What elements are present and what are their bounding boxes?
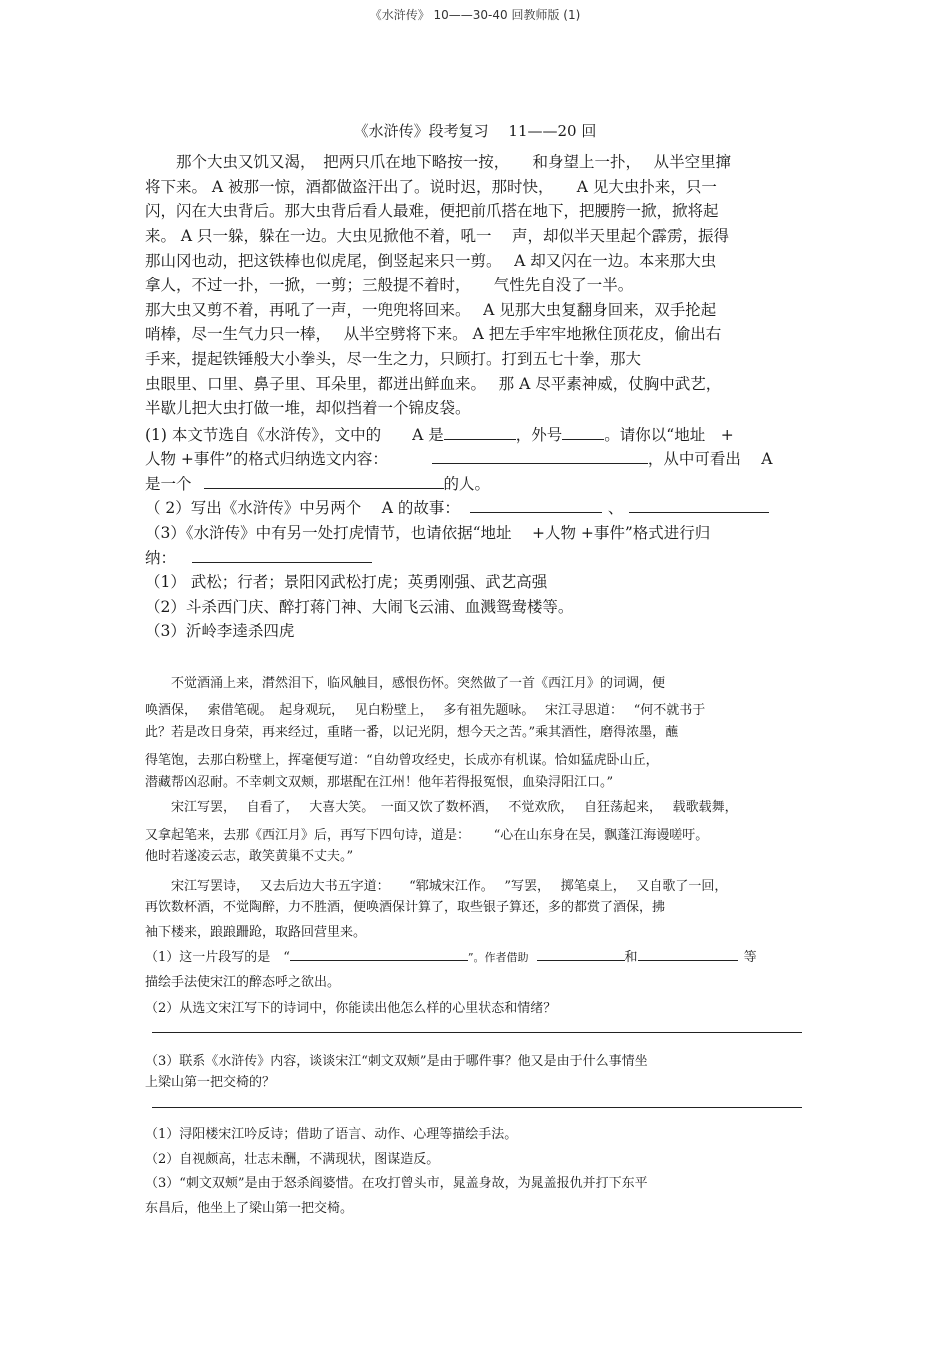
answer-blank[interactable] <box>638 949 738 961</box>
question-1-line-1 <box>145 423 734 445</box>
answer-line: （3）沂岭李逵杀四虎 <box>145 622 295 640</box>
question-text: 纳： <box>145 549 177 567</box>
answer-blank[interactable] <box>192 548 372 563</box>
question-text: （1）这一片段写的是 “ <box>145 950 290 965</box>
question-text: 的人。 <box>443 475 491 493</box>
question-text: (1) 本文节选自《水浒传》，文中的 A 是 <box>145 426 444 444</box>
question-6-line-1: （3）联系《水浒传》内容，谈谈宋江“刺文双颊”是由于哪件事？他又是由于什么事情坐 <box>145 1054 648 1069</box>
passage-line: 手来，提起铁锤般大小拳头，尽一生之力，只顾打。打到五七十拳，那大 <box>145 350 642 368</box>
answer-line: （1） 武松；行者；景阳冈武松打虎；英勇刚强、武艺高强 <box>145 573 548 591</box>
passage-line: 哨棒，尽一生气力只一棒， 从半空劈将下来。 A 把左手牢牢地揪住顶花皮，偷出右 <box>145 325 722 343</box>
answer-blank[interactable] <box>290 949 468 961</box>
question-4-line-2: 描绘手法使宋江的醉态呼之欲出。 <box>145 975 341 990</box>
passage-line: 宋江写罢， 自看了， 大喜大笑。 一面又饮了数杯酒， 不觉欢欣， 自狂荡起来， 载歌载舞， <box>145 800 738 815</box>
answer-line: （2）斗杀西门庆、醉打蒋门神、大闹飞云浦、血溅鸳鸯楼等。 <box>145 598 574 616</box>
answer-blank[interactable] <box>204 474 444 489</box>
question-2 <box>145 496 769 518</box>
answer-blank[interactable] <box>470 498 602 513</box>
answer-line: （1）浔阳楼宋江吟反诗；借助了语言、动作、心理等描绘手法。 <box>145 1127 518 1142</box>
passage-line: 那山冈也动，把这铁棒也似虎尾，倒竖起来只一剪。 A 却又闪在一边。本来那大虫 <box>145 252 717 270</box>
running-header: 《水浒传》 10——30-40 回教师版 (1) <box>369 8 581 22</box>
passage-line: 半歇儿把大虫打做一堆，却似挡着一个锦皮袋。 <box>145 399 471 417</box>
passage-line: 那大虫又剪不着，再吼了一声，一兜兜将回来。 A 见那大虫复翻身回来，双手抡起 <box>145 301 717 319</box>
answer-blank[interactable] <box>562 425 604 440</box>
answer-blank[interactable] <box>629 498 769 513</box>
question-text: 和 <box>624 950 638 965</box>
question-text: ，从中可看出 A <box>647 450 773 468</box>
passage-line: 那个大虫又饥又渴， 把两只爪在地下略按一按， 和身望上一扑， 从半空里撺 <box>145 153 732 171</box>
answer-blank[interactable] <box>432 449 648 464</box>
passage-line: 闪，闪在大虫背后。那大虫背后看人最难，便把前爪搭在地下，把腰胯一掀，掀将起 <box>145 202 719 220</box>
passage-line: 宋江写罢诗， 又去后边大书五字道： “郓城宋江作。 ”写罢， 掷笔桌上， 又自歌了一回， <box>145 879 728 894</box>
passage-line: 拿人，不过一扑，一掀，一剪；三般提不着时， 气性先自没了一半。 <box>145 276 634 294</box>
question-4-line-1 <box>145 946 757 965</box>
question-text: 人物 +事件”的格式归纳选文内容： <box>145 450 388 468</box>
answer-line: （3）“刺文双颊”是由于怒杀阎婆惜。在攻打曾头市，晁盖身故，为晁盖报仇并打下东平 <box>145 1176 648 1191</box>
answer-line: 东昌后，他坐上了梁山第一把交椅。 <box>145 1201 354 1216</box>
question-3-line-2 <box>145 546 372 568</box>
question-text: ，外号 <box>515 426 563 444</box>
question-6-line-2: 上梁山第一把交椅的？ <box>145 1075 276 1090</box>
passage-line: 不觉酒涌上来，潸然泪下，临风触目，感恨伤怀。突然做了一首《西江月》的词调，便 <box>145 676 666 691</box>
question-1-line-3 <box>145 472 490 494</box>
answer-line-rule[interactable] <box>152 1107 802 1108</box>
question-text: ”。作者借助 <box>467 951 529 964</box>
answer-line: （2）自视颇高，壮志未酬，不满现状，图谋造反。 <box>145 1152 440 1167</box>
question-text: 是一个 <box>145 475 192 493</box>
passage-line: 他时若遂凌云志，敢笑黄巢不丈夫。” <box>145 849 354 864</box>
passage-line: 将下来。 A 被那一惊，酒都做盗汗出了。说时迟，那时快， A 见大虫扑来，只一 <box>145 178 717 196</box>
passage-line: 虫眼里、口里、鼻子里、耳朵里，都迸出鲜血来。 那 A 尽平素神威，仗胸中武艺， <box>145 375 722 393</box>
passage-line: 再饮数杯酒，不觉陶醉，力不胜酒，便唤酒保计算了，取些银子算还，多的都赏了酒保，拂 <box>145 900 666 915</box>
question-text: 。请你以“地址 + <box>604 426 734 444</box>
question-5: （2）从选文宋江写下的诗词中，你能读出他怎么样的心里状态和情绪？ <box>145 1001 557 1016</box>
question-text: 等 <box>743 950 757 965</box>
answer-blank[interactable] <box>537 949 625 961</box>
question-1-line-2 <box>145 447 772 469</box>
page-title: 《水浒传》段考复习 11——20 回 <box>353 122 597 140</box>
passage-line: 唤酒保， 索借笔砚。 起身观玩， 见白粉壁上， 多有祖先题咏。 宋江寻思道： “何不就书于 <box>145 703 706 718</box>
question-3-line-1: （3）《水浒传》中有另一处打虎情节，也请依据“地址 +人物 +事件”格式进行归 <box>145 524 711 542</box>
passage-line: 此？若是改日身荣，再来经过，重睹一番，以记光阴，想今天之苦。”乘其酒性，磨得浓墨，蘸 <box>145 725 679 740</box>
question-text: （ 2）写出《水浒传》中另两个 A 的故事： <box>145 499 460 517</box>
answer-line-rule[interactable] <box>152 1032 802 1033</box>
passage-line: 来。 A 只一躲，躲在一边。大虫见掀他不着，吼一 声，却似半天里起个霹雳，振得 <box>145 227 729 245</box>
passage-line: 又拿起笔来，去那《西江月》后，再写下四句诗，道是： “心在山东身在吴，飘蓬江海谩嗟吁。 <box>145 828 709 843</box>
passage-line: 袖下楼来，踉踉跚跄，取路回营里来。 <box>145 925 367 940</box>
question-text: 、 <box>607 499 624 517</box>
passage-line: 得笔饱，去那白粉壁上，挥毫便写道：“自幼曾攻经史，长成亦有机谋。恰如猛虎卧山丘， <box>145 753 659 768</box>
answer-blank[interactable] <box>444 425 516 440</box>
passage-line: 潜藏帮凶忍耐。不幸刺文双颊，那堪配在江州！他年若得报冤恨，血染浔阳江口。” <box>145 775 614 790</box>
